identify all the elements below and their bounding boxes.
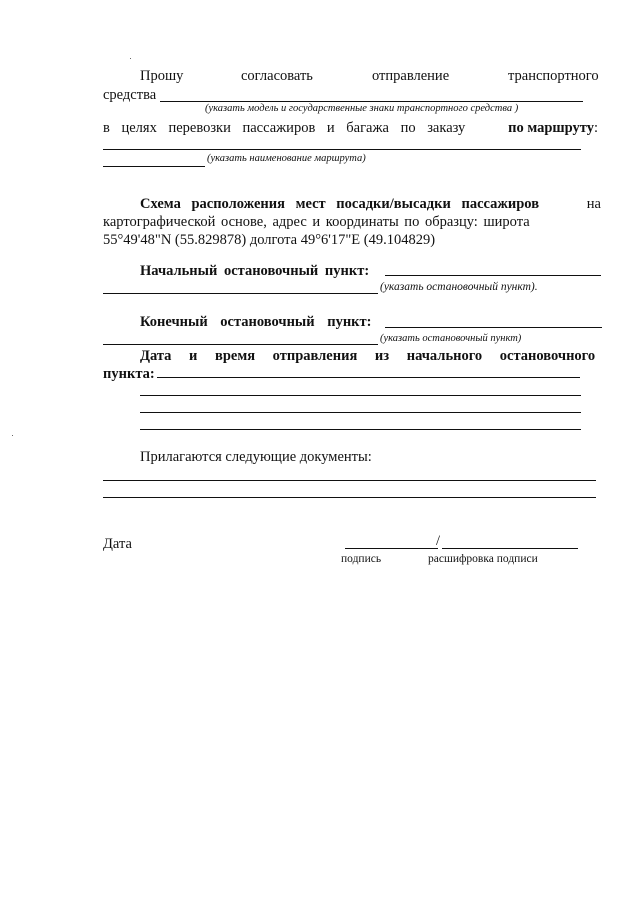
scan-dot xyxy=(130,58,131,59)
signature-field-line[interactable] xyxy=(345,548,438,549)
request-word-2: согласовать xyxy=(241,68,313,84)
scheme-line-2: картографической основе, адрес и координаты по образцу: широта xyxy=(103,214,530,230)
scheme-line-1 xyxy=(140,196,601,213)
departure-field-line-3[interactable] xyxy=(140,412,581,413)
start-stop-field-line-1[interactable] xyxy=(385,275,601,276)
purpose-route-bold: по маршруту xyxy=(508,120,594,136)
signature-slash: / xyxy=(436,533,441,549)
decoding-field-line[interactable] xyxy=(442,548,578,549)
scheme-title: Схема расположения мест посадки/высадки пассажиров xyxy=(140,196,540,212)
route-hint: (указать наименование маршрута) xyxy=(207,153,366,164)
departure-line-2: пункта: xyxy=(103,366,155,382)
decoding-caption: расшифровка подписи xyxy=(428,553,538,565)
route-field-line-2[interactable] xyxy=(103,166,205,167)
scheme-line-3: 55°49'48"N (55.829878) долгота 49°6'17"E (49.104829) xyxy=(103,232,436,248)
attachments-field-line-2[interactable] xyxy=(103,497,596,498)
end-stop-field-line-1[interactable] xyxy=(385,327,602,328)
request-word-3: отправление xyxy=(372,68,450,84)
request-word-5: средства xyxy=(103,87,157,103)
request-word-4: транспортного xyxy=(508,68,599,84)
attachments-label: Прилагаются следующие документы: xyxy=(140,449,372,465)
route-field-line-1[interactable] xyxy=(103,149,581,150)
vehicle-field-line[interactable] xyxy=(160,101,583,102)
start-stop-field-line-2[interactable] xyxy=(103,293,378,294)
request-word-1: Прошу xyxy=(140,68,184,84)
departure-field-line-4[interactable] xyxy=(140,429,581,430)
vehicle-hint: (указать модель и государственные знаки транспортного средства ) xyxy=(205,103,519,114)
start-stop-hint: (указать остановочный пункт). xyxy=(380,281,538,293)
departure-field-line-1[interactable] xyxy=(157,377,580,378)
start-stop-label: Начальный остановочный пункт: xyxy=(140,263,370,279)
scheme-title-tail: на xyxy=(586,196,601,212)
attachments-field-line-1[interactable] xyxy=(103,480,596,481)
signature-caption: подпись xyxy=(341,553,382,565)
departure-line-1: Дата и время отправления из начального остановочного xyxy=(140,348,596,364)
purpose-text: в целях перевозки пассажиров и багажа по заказу по маршруту: xyxy=(103,120,598,136)
departure-field-line-2[interactable] xyxy=(140,395,581,396)
date-label: Дата xyxy=(103,536,132,552)
end-stop-label: Конечный остановочный пункт: xyxy=(140,314,372,330)
end-stop-hint: (указать остановочный пункт) xyxy=(380,333,522,344)
end-stop-field-line-2[interactable] xyxy=(103,344,378,345)
scan-dot xyxy=(12,435,13,436)
